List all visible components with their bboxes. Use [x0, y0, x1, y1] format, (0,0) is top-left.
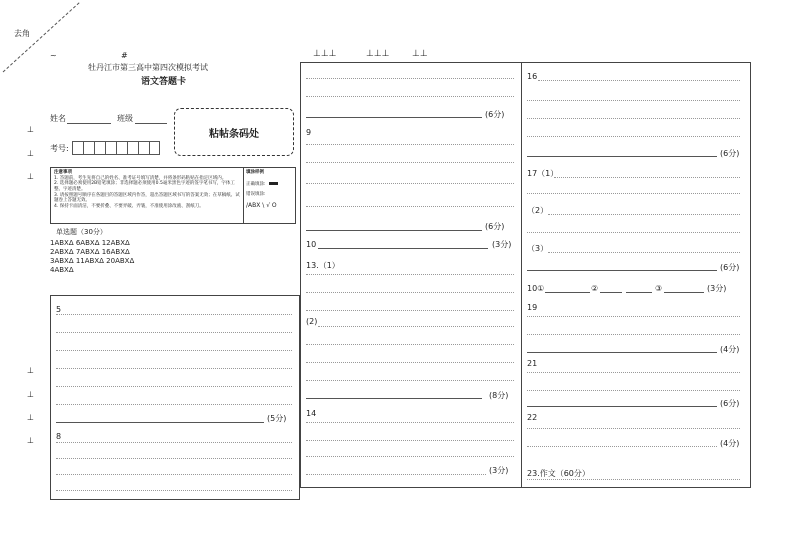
right-score-4a: (4分)	[720, 345, 740, 354]
exam-title: 牡丹江市第三高中第四次模拟考试	[88, 63, 208, 72]
q17-3-label: （3）	[527, 244, 549, 253]
tick-mark-2: ⊥⊥⊥	[366, 49, 390, 59]
q17-2-label: （2）	[527, 206, 549, 215]
answer-line[interactable]	[538, 80, 740, 81]
answer-line[interactable]	[56, 314, 292, 315]
answer-line-final[interactable]	[527, 406, 717, 407]
correct-fill-label: 正确填涂:	[246, 181, 266, 187]
notes-item-2: 2. 选择题必须使用2B铅笔填涂；非选择题必须使用0.5毫米黑色字迹的签字笔书写，字体工整、字迹清楚。	[54, 181, 235, 192]
q8-label: 8	[56, 432, 62, 441]
mc-title: 单选题（30分）	[56, 228, 107, 236]
answer-line[interactable]	[306, 206, 514, 207]
notes-item-1: 1. 答题前，考生先将自己的姓名、准考证号填写清楚，并将条形码粘贴在指定区域内。	[54, 175, 227, 181]
id-box[interactable]	[72, 141, 83, 155]
answer-line-final[interactable]	[306, 398, 482, 399]
id-box[interactable]	[94, 141, 105, 155]
right-score-3: (3分)	[707, 284, 727, 293]
id-label: 考号:	[50, 144, 69, 153]
id-box[interactable]	[149, 141, 160, 155]
top-mark-tilde: ~	[50, 51, 57, 60]
q10-label: 10	[306, 240, 317, 249]
mid-score-3b: (3分)	[489, 466, 509, 475]
right-score-6c: (6分)	[720, 399, 740, 408]
q18-label: 10①	[527, 284, 545, 293]
q23-essay-label: 23.作文（60分）	[527, 469, 590, 478]
answer-line-final[interactable]	[527, 270, 717, 271]
side-marker-7: ⊥	[27, 436, 34, 445]
answer-line[interactable]	[56, 404, 292, 405]
corner-cut-line	[0, 0, 90, 80]
answer-line[interactable]	[527, 136, 740, 137]
right-answer-panel	[521, 62, 751, 488]
name-label: 姓名	[50, 114, 66, 123]
answer-line[interactable]	[56, 490, 292, 491]
notes-item-4: 4. 保持卡面清洁，不要折叠、不要弄破、弄皱，不准使用涂改液、刮纸刀。	[54, 203, 204, 209]
id-box[interactable]	[105, 141, 116, 155]
barcode-area: 粘帖条码处	[174, 108, 294, 156]
notes-item-3: 3. 请按照题号顺序在各题目的答题区域内作答，超出答题区域书写的答案无效；在草稿纸、试题卷上答题无效。	[54, 192, 240, 204]
id-box[interactable]	[116, 141, 127, 155]
answer-line[interactable]	[527, 479, 740, 480]
answer-line[interactable]	[306, 183, 514, 184]
answer-line-final[interactable]	[527, 352, 717, 353]
corner-label: 去角	[14, 29, 30, 38]
mid-score-6a: (6分)	[485, 110, 505, 119]
answer-line[interactable]	[527, 316, 740, 317]
answer-line[interactable]	[318, 326, 514, 327]
wrong-fill-label: 错误填涂:	[246, 192, 266, 198]
name-field[interactable]	[67, 123, 111, 124]
right-score-6b: (6分)	[720, 263, 740, 272]
answer-line[interactable]	[56, 332, 292, 333]
middle-answer-panel	[300, 62, 523, 488]
q5-label: 5	[56, 305, 62, 314]
answer-line[interactable]	[56, 458, 292, 459]
q18-blank-1[interactable]	[545, 292, 590, 293]
answer-line[interactable]	[527, 428, 740, 429]
answer-line[interactable]	[527, 334, 740, 335]
answer-line[interactable]	[306, 162, 514, 163]
q19-label: 19	[527, 303, 538, 312]
q18-blank-3-label: ③	[655, 284, 663, 293]
answer-line[interactable]	[306, 456, 514, 457]
class-field[interactable]	[135, 123, 167, 124]
answer-line[interactable]	[56, 350, 292, 351]
side-marker-4: ⊥	[27, 366, 34, 375]
mid-score-8: (8分)	[489, 391, 509, 400]
id-number-boxes[interactable]	[72, 141, 160, 155]
side-marker-3: ⊥	[27, 172, 34, 181]
notes-box	[50, 167, 296, 224]
right-score-4b: (4分)	[720, 439, 740, 448]
correct-fill-mark	[269, 182, 278, 185]
side-marker-1: ⊥	[27, 125, 34, 134]
mid-score-6b: (6分)	[485, 222, 505, 231]
class-label: 班级	[117, 114, 133, 123]
q10-answer-line[interactable]	[318, 248, 488, 249]
side-marker-2: ⊥	[27, 149, 34, 158]
q18-blank-2[interactable]	[600, 292, 622, 293]
answer-line[interactable]	[56, 442, 292, 443]
mc-row-3[interactable]: 3ABXΔ 11ABXΔ 20ABXΔ	[50, 257, 135, 265]
q9-label: 9	[306, 128, 312, 137]
mc-row-1[interactable]: 1ABXΔ 6ABXΔ 12ABXΔ	[50, 239, 130, 247]
answer-line-final[interactable]	[56, 422, 264, 423]
answer-line[interactable]	[56, 474, 292, 475]
answer-line[interactable]	[306, 380, 514, 381]
answer-line[interactable]	[306, 474, 486, 475]
answer-line[interactable]	[306, 144, 514, 145]
tick-mark-3: ⊥⊥	[412, 49, 428, 59]
q14-label: 14	[306, 409, 317, 418]
answer-line[interactable]	[527, 193, 740, 194]
card-title: 语文答题卡	[141, 77, 187, 87]
answer-line[interactable]	[306, 422, 514, 423]
answer-line[interactable]	[527, 232, 740, 233]
left-answer-panel	[50, 295, 300, 500]
q18-blank-2-label: ②	[591, 284, 599, 293]
notes-title: 注意事项	[54, 170, 72, 175]
q18-blank-3[interactable]	[664, 292, 704, 293]
answer-line[interactable]	[56, 368, 292, 369]
q22-label: 22	[527, 413, 538, 422]
id-box[interactable]	[138, 141, 149, 155]
fill-sample-box	[243, 168, 297, 223]
answer-line[interactable]	[306, 274, 514, 275]
mc-row-2[interactable]: 2ABXΔ 7ABXΔ 16ABXΔ	[50, 248, 130, 256]
q18-blank-2b[interactable]	[626, 292, 652, 293]
side-marker-6: ⊥	[27, 413, 34, 422]
right-score-6a: (6分)	[720, 149, 740, 158]
top-mark-hash: #	[121, 51, 128, 60]
answer-line[interactable]	[306, 292, 514, 293]
multiple-choice-section	[50, 228, 134, 275]
answer-line[interactable]	[306, 96, 514, 97]
mid-score-3a: (3分)	[492, 240, 512, 249]
answer-line[interactable]	[306, 78, 514, 79]
answer-line[interactable]	[306, 344, 514, 345]
side-marker-5: ⊥	[27, 390, 34, 399]
id-box[interactable]	[83, 141, 94, 155]
answer-line[interactable]	[306, 310, 514, 311]
answer-line[interactable]	[527, 118, 740, 119]
answer-line[interactable]	[548, 214, 740, 215]
answer-line[interactable]	[306, 440, 514, 441]
answer-line[interactable]	[306, 362, 514, 363]
q21-label: 21	[527, 359, 538, 368]
answer-line[interactable]	[554, 177, 740, 178]
answer-line[interactable]	[527, 372, 740, 373]
q5-score: (5分)	[267, 414, 287, 423]
tick-mark-1: ⊥⊥⊥	[313, 49, 337, 59]
id-box[interactable]	[127, 141, 138, 155]
wrong-fill-samples: /ABX \ √ O	[246, 201, 277, 209]
mc-row-4[interactable]: 4ABXΔ	[50, 266, 74, 274]
answer-line[interactable]	[527, 446, 717, 447]
answer-line[interactable]	[56, 386, 292, 387]
fill-sample-title: 填涂样例	[246, 170, 264, 175]
q13-1-label: 13.（1）	[306, 261, 340, 270]
q16-label: 16	[527, 72, 538, 81]
q17-1-label: 17（1）	[527, 169, 559, 178]
answer-line-final[interactable]	[527, 156, 717, 157]
q13-2-label: (2)	[306, 317, 318, 326]
answer-line-final[interactable]	[306, 117, 482, 118]
answer-line[interactable]	[527, 100, 740, 101]
answer-line-final[interactable]	[306, 230, 482, 231]
answer-line[interactable]	[548, 252, 740, 253]
answer-line[interactable]	[527, 390, 740, 391]
